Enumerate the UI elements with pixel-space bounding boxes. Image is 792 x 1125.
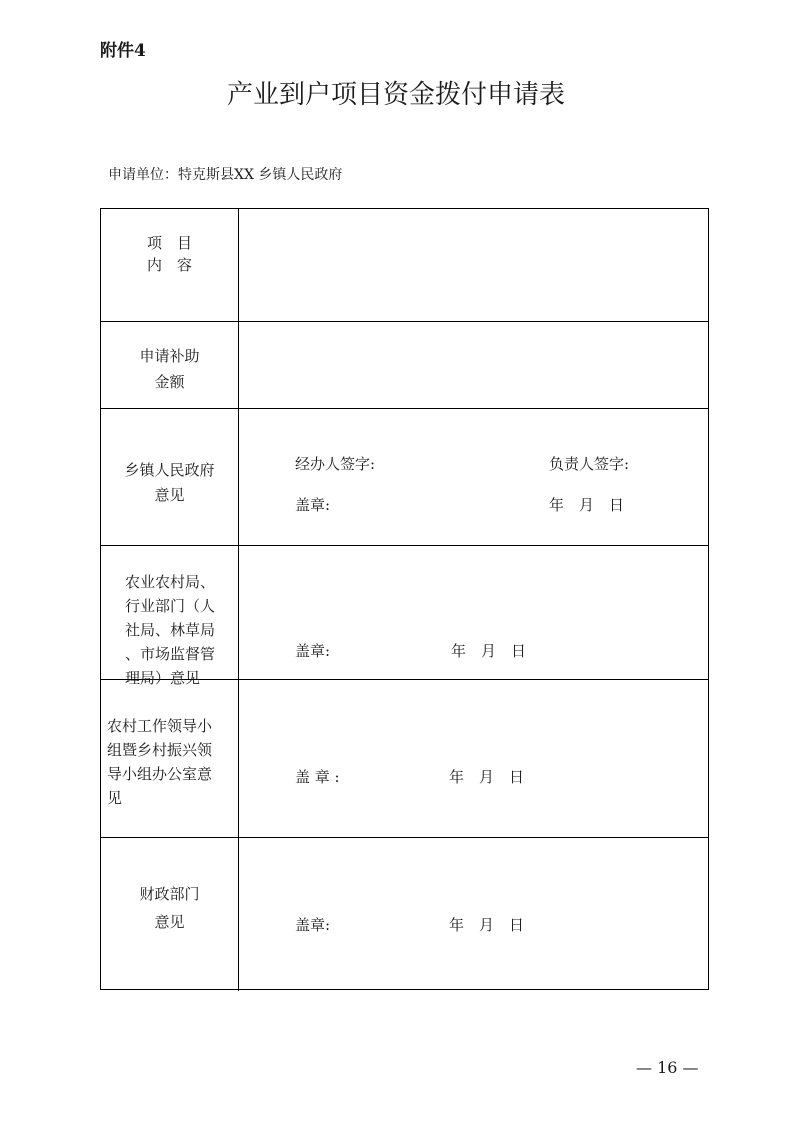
- label-line: 意见: [154, 913, 185, 931]
- label-line: 理局）意见: [125, 669, 201, 687]
- label-subsidy-amount: [101, 322, 239, 408]
- township-opinion-field[interactable]: [239, 409, 708, 545]
- label-line: 农业农村局、: [125, 573, 216, 591]
- label-line: 财政部门: [139, 885, 200, 903]
- form-title: 产业到户项目资金拨付申请表: [226, 80, 565, 110]
- row-township-opinion: [101, 409, 708, 546]
- page-number: — 16 —: [636, 1058, 699, 1077]
- label-line: 内 容: [146, 256, 192, 274]
- label-agriculture-opinion: [101, 546, 239, 687]
- label-line: 乡镇人民政府: [124, 461, 215, 479]
- date-label: 年 月 日: [449, 768, 525, 786]
- label-line: 见: [107, 789, 123, 807]
- seal-label: 盖章:: [295, 496, 331, 514]
- date-label: 年 月 日: [549, 496, 625, 514]
- row-subsidy-amount: [101, 322, 708, 409]
- applicant-unit: 申请单位：特克斯县XX 乡镇人民政府: [108, 167, 343, 183]
- label-line: 行业部门（人: [125, 597, 216, 615]
- rural-work-opinion-field[interactable]: [239, 680, 708, 837]
- label-township-opinion: [101, 409, 239, 545]
- handler-signature-label: 经办人签字:: [295, 455, 376, 473]
- seal-label: 盖 章 :: [295, 768, 340, 786]
- row-agriculture-opinion: [101, 546, 708, 687]
- application-form-table: [100, 208, 709, 990]
- label-line: 组暨乡村振兴领: [107, 741, 213, 759]
- agriculture-opinion-field[interactable]: [239, 546, 708, 679]
- date-label: 年 月 日: [449, 916, 525, 934]
- label-line: 、市场监督管: [125, 645, 216, 663]
- seal-label: 盖章:: [295, 916, 331, 934]
- leader-signature-label: 负责人签字:: [549, 455, 630, 473]
- label-project-content: [101, 209, 239, 321]
- finance-opinion-field[interactable]: [239, 838, 708, 991]
- row-rural-work-opinion: [101, 680, 708, 838]
- label-line: 金额: [154, 373, 185, 391]
- label-line: 导小组办公室意: [107, 765, 213, 783]
- subsidy-amount-field[interactable]: [239, 322, 708, 408]
- project-content-field[interactable]: [239, 209, 708, 321]
- label-line: 社局、林草局: [125, 621, 216, 639]
- seal-label: 盖章:: [295, 642, 331, 660]
- attachment-label: 附件4: [100, 41, 146, 61]
- row-project-content: [101, 209, 708, 322]
- date-label: 年 月 日: [451, 642, 527, 660]
- label-line: 申请补助: [139, 347, 200, 365]
- label-rural-work-opinion: [101, 680, 239, 837]
- label-line: 农村工作领导小: [107, 717, 213, 735]
- label-finance-opinion: [101, 838, 239, 991]
- label-line: 意见: [154, 486, 185, 504]
- row-finance-opinion: [101, 838, 708, 991]
- label-line: 项 目: [146, 234, 192, 252]
